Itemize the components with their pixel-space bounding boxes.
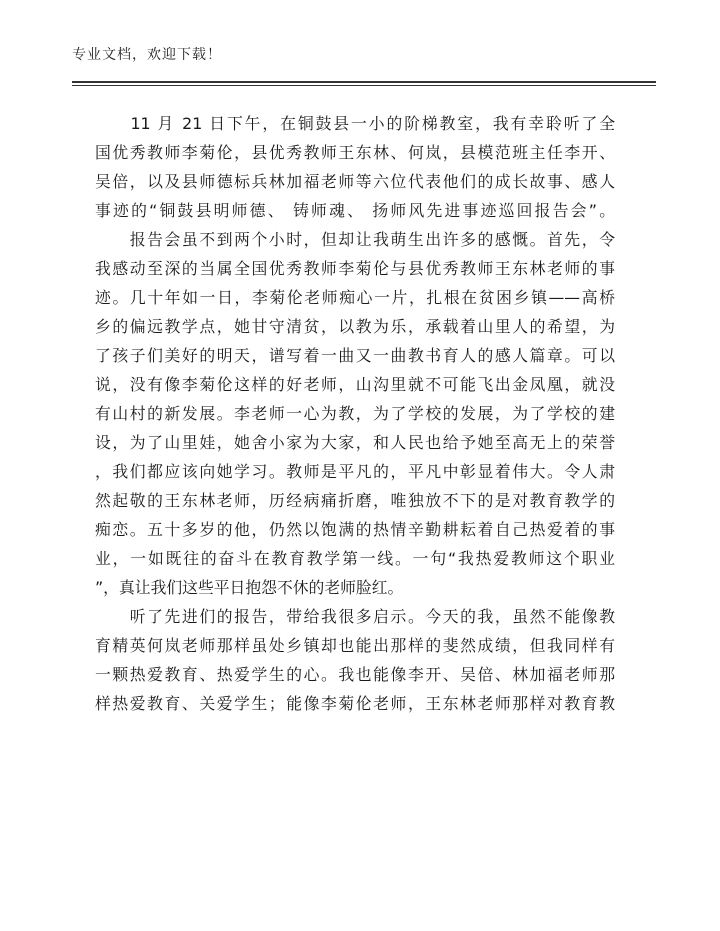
text-line: 育精英何岚老师那样虽处乡镇却也能出那样的斐然成绩，但我同样有 bbox=[95, 636, 615, 655]
header-rule-thick bbox=[72, 81, 656, 83]
text-line: 事迹的“铜鼓县明师德、 铸师魂、 扬师风先进事迹巡回报告会”。 bbox=[95, 201, 615, 220]
header-rule-thin bbox=[72, 85, 656, 86]
text-line: 我感动至深的当属全国优秀教师李菊伦与县优秀教师王东林老师的事 bbox=[95, 259, 615, 278]
text-line: 11 月 21 日下午，在铜鼓县一小的阶梯教室，我有幸聆听了全 bbox=[95, 114, 615, 133]
text-line: 业，一如既往的奋斗在教育教学第一线。一句“我热爱教师这个职业 bbox=[95, 549, 615, 568]
paragraph-2 bbox=[95, 225, 615, 602]
text-line: 痴恋。五十多岁的他，仍然以饱满的热情辛勤耕耘着自己热爱着的事 bbox=[95, 520, 615, 539]
text-line: 样热爱教育、关爱学生；能像李菊伦老师，王东林老师那样对教育教 bbox=[95, 694, 615, 713]
text-line: 说，没有像李菊伦这样的好老师，山沟里就不可能飞出金凤凰，就没 bbox=[95, 375, 615, 394]
document-body bbox=[95, 109, 615, 718]
paragraph-3 bbox=[95, 602, 615, 718]
text-line: 迹。几十年如一日，李菊伦老师痴心一片，扎根在贫困乡镇——高桥 bbox=[95, 288, 615, 307]
text-line: 听了先进们的报告，带给我很多启示。今天的我，虽然不能像教 bbox=[95, 607, 615, 626]
text-line: 然起敬的王东林老师，历经病痛折磨，唯独放不下的是对教育教学的 bbox=[95, 491, 615, 510]
text-line: ，我们都应该向她学习。教师是平凡的，平凡中彰显着伟大。令人肃 bbox=[95, 462, 615, 481]
text-line: 了孩子们美好的明天，谱写着一曲又一曲教书育人的感人篇章。可以 bbox=[95, 346, 615, 365]
text-line: 国优秀教师李菊伦，县优秀教师王东林、何岚，县模范班主任李开、 bbox=[95, 143, 615, 162]
text-line: 一颗热爱教育、热爱学生的心。我也能像李开、吴倍、林加福老师那 bbox=[95, 665, 615, 684]
text-line: ”，真让我们这些平日抱怨不休的老师脸红。 bbox=[95, 578, 404, 597]
text-line: 乡的偏远教学点，她甘守清贫，以教为乐，承载着山里人的希望，为 bbox=[95, 317, 615, 336]
paragraph-1 bbox=[95, 109, 615, 225]
text-line: 报告会虽不到两个小时，但却让我萌生出许多的感慨。首先，令 bbox=[95, 230, 615, 249]
text-line: 吴倍，以及县师德标兵林加福老师等六位代表他们的成长故事、感人 bbox=[95, 172, 615, 191]
page-header: 专业文档，欢迎下载！ bbox=[72, 47, 222, 63]
text-line: 设，为了山里娃，她舍小家为大家，和人民也给予她至高无上的荣誉 bbox=[95, 433, 615, 452]
text-line: 有山村的新发展。李老师一心为教，为了学校的发展，为了学校的建 bbox=[95, 404, 615, 423]
